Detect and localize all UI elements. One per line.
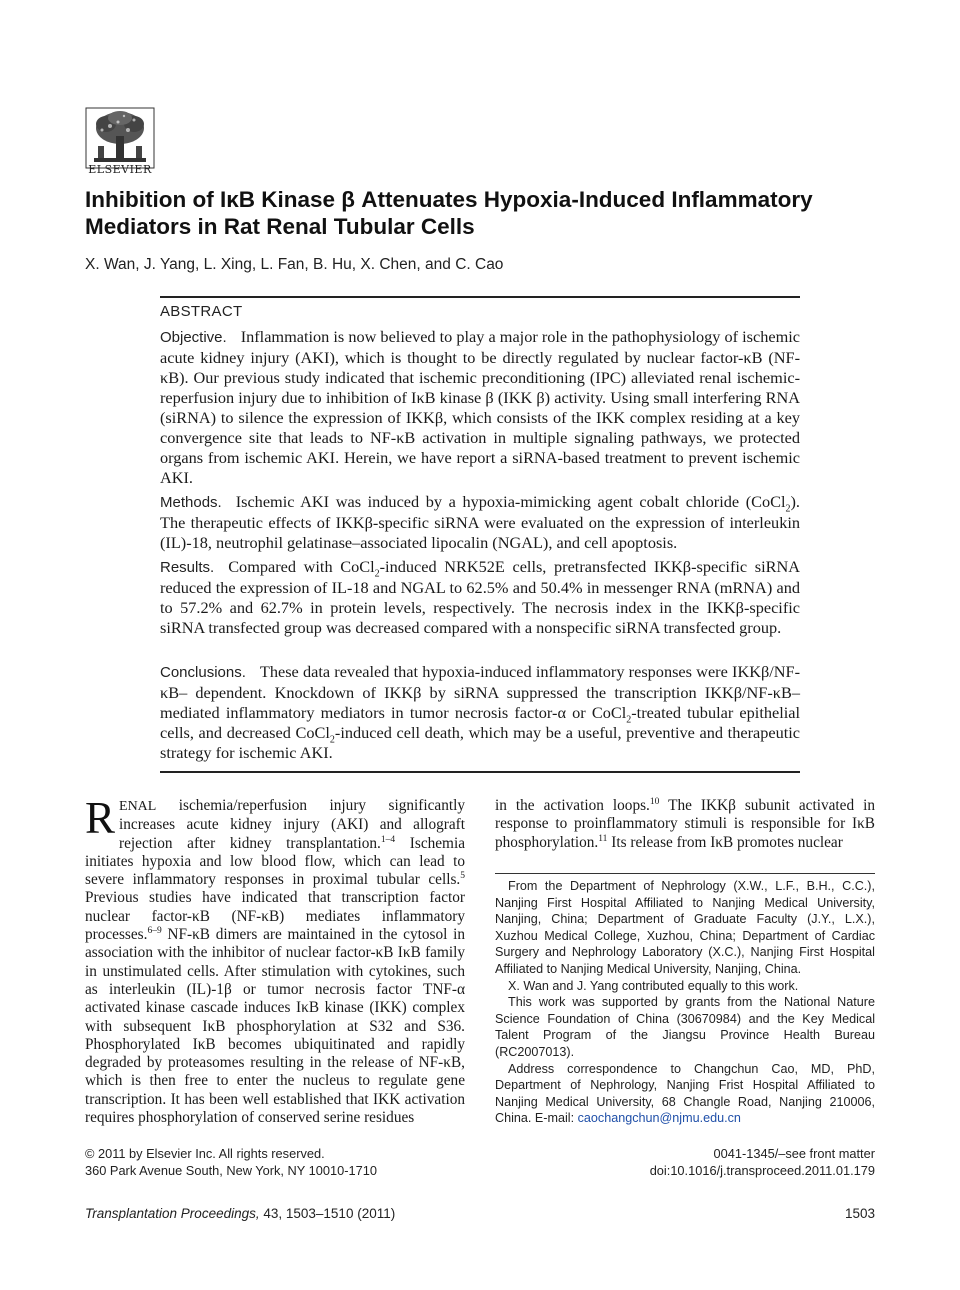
results-label: Results. bbox=[160, 559, 215, 576]
drop-cap: R bbox=[85, 793, 116, 843]
abstract-bottom-rule bbox=[160, 771, 800, 773]
conclusions-label: Conclusions. bbox=[160, 664, 246, 681]
small-caps-opening: ENAL bbox=[119, 799, 157, 814]
citation-ref[interactable]: 5 bbox=[460, 871, 465, 882]
conclusions-subscript-1: 2 bbox=[626, 714, 632, 726]
objective-label: Objective. bbox=[160, 329, 227, 346]
results-text-b: -induced NRK52E cells, pretransfected IKKβ-specific siRNA reduced the expression of IL-18 and NGAL to 62.5% and 50.4% in messenger RNA (mRNA) and to 57.2% and 62.7% in protein levels, respectively. The necrosis index in the IKKβ-specific siRNA transfected group was decreased compared with a nonspecific siRNA transfected group. bbox=[160, 557, 800, 637]
abstract-results bbox=[160, 557, 800, 638]
abstract-heading: ABSTRACT bbox=[160, 303, 243, 320]
journal-volume: 43, 1503–1510 (2011) bbox=[259, 1206, 396, 1221]
body-left-text-2: Ischemia initiates hypoxia and low blood flow, which can lead to severe inflammatory responses in proximal tubular cells. bbox=[85, 834, 465, 889]
results-subscript: 2 bbox=[374, 568, 380, 580]
results-text-a: Compared with CoCl bbox=[228, 557, 375, 576]
publisher-address: 360 Park Avenue South, New York, NY 10010-1710 bbox=[85, 1162, 377, 1178]
copyright-block bbox=[85, 1146, 377, 1179]
body-right-text-2: The IKKβ subunit activated in response to proinflammatory stimuli is responsible for IκB phosphorylation. bbox=[495, 797, 875, 851]
methods-label: Methods. bbox=[160, 494, 222, 511]
body-right-text-3: Its release from IκB promotes nuclear bbox=[607, 833, 843, 851]
doi-link[interactable]: doi:10.1016/j.transproceed.2011.01.179 bbox=[649, 1162, 875, 1178]
citation-ref[interactable]: 1–4 bbox=[380, 834, 396, 845]
abstract-methods bbox=[160, 492, 800, 553]
abstract-conclusions bbox=[160, 662, 800, 763]
issn-block bbox=[650, 1146, 875, 1179]
abstract-objective bbox=[160, 327, 800, 488]
email-link[interactable]: caochangchun@njmu.edu.cn bbox=[577, 1111, 741, 1126]
methods-text-a: Ischemic AKI was induced by a hypoxia-mimicking agent cobalt chloride (CoCl bbox=[235, 492, 786, 511]
issn-line: 0041-1345/–see front matter bbox=[713, 1146, 875, 1161]
body-column-right bbox=[495, 797, 875, 852]
conclusions-text-b: -treated tubular epithelial cells, and decreased CoCl bbox=[160, 703, 801, 742]
affiliation-note: From the Department of Nephrology (X.W., L.F., B.H., C.C.), Nanjing First Hospital Affiliated to Nanjing Medical University, Nanjing, China; Department of Graduate Faculty (J.Y., L.X.), Xuzhou Medical College, Xuzhou, China; Department of Cardiac Surgery and Nephrology Laboratory (X.C.), Nanjing First Hospital Affiliated to Nanjing Medical University, Nanjing, China. bbox=[495, 879, 875, 976]
correspondence-text: Address correspondence to Changchun Cao, MD, PhD, Department of Nephrology, Nanjing Frist Hospital Affiliated to Nanjing Medical University, 68 Changle Road, Nanjing 210006, China. E-mail: bbox=[495, 1061, 875, 1126]
citation-ref[interactable]: 11 bbox=[598, 833, 608, 844]
body-right-text-1: in the activation loops. bbox=[495, 797, 650, 814]
objective-text: Inflammation is now believed to play a major role in the pathophysiology of ischemic acute kidney injury (AKI), which is thought to be directly regulated by nuclear factor-κB (NF-κB). Our previous study indicated that ischemic preconditioning (IPC) alleviated renal ischemic-reperfusion injury due to inhibition of IκB kinase β (IKK β) activity. Using small interfering RNA (siRNA) to silence the expression of IKKβ, which consists of the IKK complex residing at a key convergence site that leads to NF-κB activation in multiple signaling pathways, we protected organs from ischemic AKI. Herein, we have report a siRNA-based treatment to prevent ischemic AKI. bbox=[160, 327, 801, 487]
publisher-logo-text: ELSEVIER bbox=[88, 163, 152, 176]
page-number: 1503 bbox=[844, 1206, 875, 1221]
footnote-rule bbox=[495, 873, 875, 874]
footnotes bbox=[495, 878, 875, 1127]
methods-text-b: ). The therapeutic effects of IKKβ-specific siRNA were evaluated on the expression of interleukin (IL)-18, neutrophil gelatinase–associated lipocalin (NGAL), and cell apoptosis. bbox=[160, 492, 800, 552]
copyright-line: © 2011 by Elsevier Inc. All rights reserved. bbox=[85, 1146, 325, 1161]
conclusions-subscript-2: 2 bbox=[329, 734, 335, 746]
body-column-left bbox=[85, 793, 465, 1127]
abstract-top-rule bbox=[160, 296, 800, 298]
author-list: X. Wan, J. Yang, L. Xing, L. Fan, B. Hu, X. Chen, and C. Cao bbox=[85, 256, 504, 273]
body-left-text-4: NF-κB dimers are maintained in the cytosol in association with the inhibitor of nuclear factor-κB IκB family in unstimulated cells. After stimulation with cytokines, such as interleukin (IL)-1β or tumor necrosis factor TNF-α activated kinase cascade induces IκB kinase (IKK) complex with subsequent IκB phosphorylation at S32 and S36. Phosphorylated IκB becomes ubiquitinated and rapidly degraded by proteasomes resulting in the release of NF-κB, which is then free to enter the nucleus to regulate gene transcription. It has been well established that IKK activation requires phosphorylation of conserved serine residues bbox=[85, 926, 465, 1127]
citation-ref[interactable]: 10 bbox=[649, 796, 660, 807]
journal-citation bbox=[85, 1206, 395, 1221]
body-left-text-3: Previous studies have indicated that transcription factor nuclear factor-κB (NF-κB) mediates inflammatory processes. bbox=[85, 889, 465, 944]
citation-ref[interactable]: 6–9 bbox=[147, 925, 162, 936]
methods-subscript: 2 bbox=[785, 503, 791, 515]
conclusions-text-c: -induced cell death, which may be a useful, preventive and therapeutic strategy for ischemic AKI. bbox=[160, 723, 800, 762]
body-left-text-1: ischemia/reperfusion injury significantly increases acute kidney injury (AKI) and allograft rejection after kidney transplantation. bbox=[119, 797, 465, 852]
funding-note: This work was supported by grants from the National Nature Science Foundation of China (30670984) and the Key Medical Talent Program of the Jiangsu Province Health Bureau (RC2007013). bbox=[495, 995, 875, 1059]
journal-name: Transplantation Proceedings, bbox=[85, 1206, 260, 1221]
conclusions-text-a: These data revealed that hypoxia-induced inflammatory responses were IKKβ/NF-κB– dependent. Knockdown of IKKβ by siRNA suppressed the transcription IKKβ/NF-κB–mediated inflammatory mediators in tumor necrosis factor-α or CoCl bbox=[160, 662, 800, 722]
equal-contribution-note: X. Wan and J. Yang contributed equally to this work. bbox=[508, 978, 799, 993]
article-title: Inhibition of IκB Kinase β Attenuates Hypoxia-Induced Inflammatory Mediators in Rat Renal Tubular Cells bbox=[85, 187, 813, 239]
correspondence-note bbox=[495, 1061, 875, 1127]
